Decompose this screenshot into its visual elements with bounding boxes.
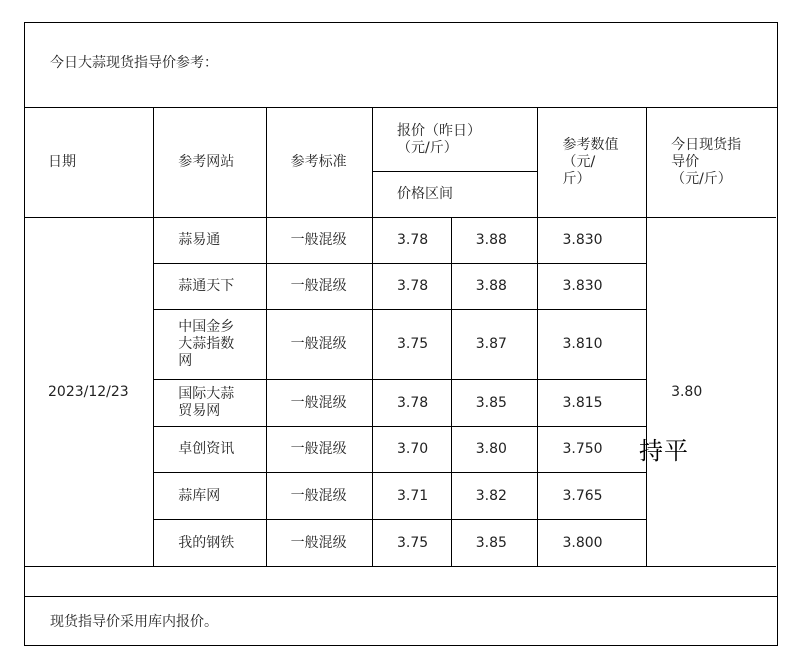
caption-text: 今日大蒜现货指导价参考： (50, 55, 218, 71)
table-row (24, 218, 776, 264)
date-cell: 2023/12/23 (24, 218, 154, 567)
standard-cell: 一般混级 (266, 264, 372, 310)
price-low-cell: 3.78 (372, 218, 451, 264)
header-ref-value: 参考数值 （元/ 斤） (538, 108, 647, 218)
price-high-cell: 3.85 (451, 380, 538, 427)
site-cell: 我的钢铁 (154, 520, 266, 567)
price-table (24, 107, 776, 567)
ref-value-cell: 3.810 (538, 310, 647, 380)
price-low-cell: 3.78 (372, 380, 451, 427)
site-cell: 蒜通天下 (154, 264, 266, 310)
price-table-frame (24, 22, 778, 646)
standard-cell: 一般混级 (266, 310, 372, 380)
site-cell: 卓创资讯 (154, 427, 266, 473)
price-low-cell: 3.75 (372, 520, 451, 567)
ref-value-cell: 3.765 (538, 473, 647, 520)
price-low-cell: 3.71 (372, 473, 451, 520)
price-low-cell: 3.70 (372, 427, 451, 473)
price-high-cell: 3.88 (451, 264, 538, 310)
today-price-cell: 3.80 (647, 218, 776, 567)
site-cell: 国际大蒜 贸易网 (154, 380, 266, 427)
table-caption (25, 23, 777, 108)
ref-value-cell: 3.830 (538, 264, 647, 310)
ref-value-cell: 3.750 (538, 427, 647, 473)
ref-value-cell: 3.800 (538, 520, 647, 567)
standard-cell: 一般混级 (266, 380, 372, 427)
header-today-price: 今日现货指 导价 （元/斤） (647, 108, 776, 218)
ref-value-cell: 3.815 (538, 380, 647, 427)
site-cell: 蒜库网 (154, 473, 266, 520)
price-high-cell: 3.87 (451, 310, 538, 380)
header-date: 日期 (24, 108, 154, 218)
footer-text: 现货指导价采用库内报价。 (50, 614, 218, 630)
price-low-cell: 3.75 (372, 310, 451, 380)
price-low-cell: 3.78 (372, 264, 451, 310)
header-price-yesterday: 报价（昨日） （元/斤） (372, 108, 538, 172)
standard-cell: 一般混级 (266, 427, 372, 473)
price-high-cell: 3.82 (451, 473, 538, 520)
price-high-cell: 3.85 (451, 520, 538, 567)
trend-label: 持平 (639, 437, 689, 465)
standard-cell: 一般混级 (266, 520, 372, 567)
site-cell: 中国金乡 大蒜指数 网 (154, 310, 266, 380)
header-standard: 参考标准 (266, 108, 372, 218)
site-cell: 蒜易通 (154, 218, 266, 264)
table-footer (25, 596, 777, 645)
header-site: 参考网站 (154, 108, 266, 218)
standard-cell: 一般混级 (266, 218, 372, 264)
standard-cell: 一般混级 (266, 473, 372, 520)
price-high-cell: 3.80 (451, 427, 538, 473)
header-price-range: 价格区间 (372, 172, 538, 218)
price-high-cell: 3.88 (451, 218, 538, 264)
ref-value-cell: 3.830 (538, 218, 647, 264)
